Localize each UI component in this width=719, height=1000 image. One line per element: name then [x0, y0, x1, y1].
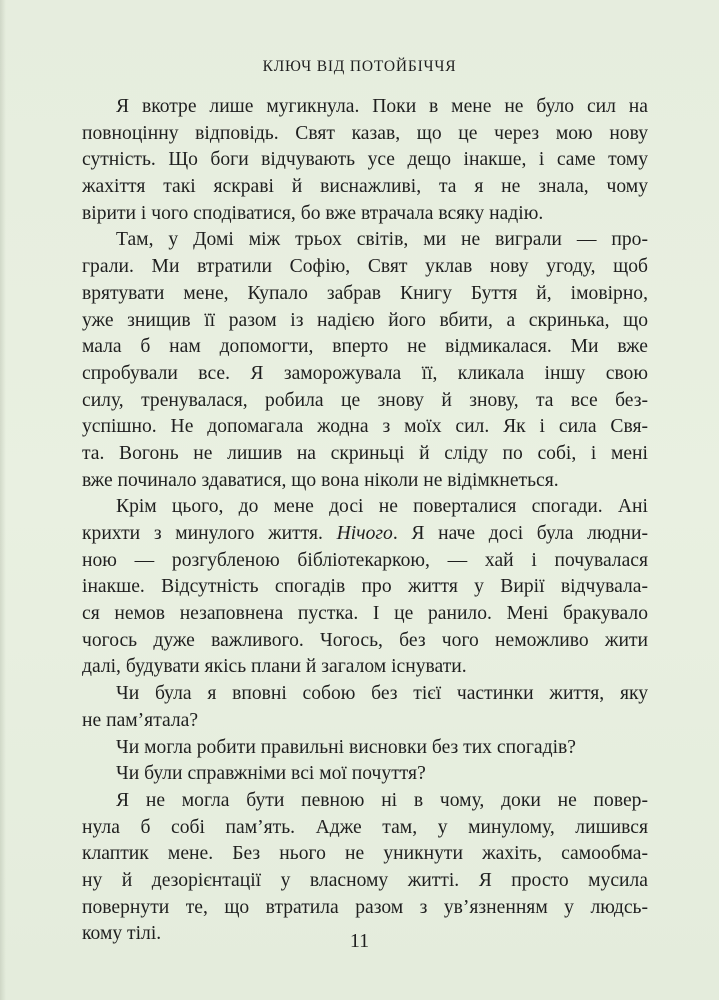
running-header: КЛЮЧ ВІД ПОТОЙБІЧЧЯ — [262, 58, 457, 75]
text-line: чогось дуже важливого. Чогось, без чого неможливо жити — [82, 629, 648, 651]
text-line: повернути те, що втратила разом з ув’язненням у людсь- — [82, 896, 648, 918]
text-line: Я вкотре лише мугикнула. Поки в мене не було сил на — [116, 96, 648, 117]
text-line: клаптик мене. Без нього не уникнути жахіть, самообма- — [82, 843, 648, 865]
text-line: Чи були справжніми всі мої почуття? — [116, 763, 426, 785]
text-line: грали. Ми втратили Софію, Свят уклав нову угоду, щоб — [82, 256, 648, 278]
text-line: уже знищив її разом із надією його вбити, а скринька, що — [82, 309, 648, 331]
italic-word: Нічого — [336, 523, 393, 544]
text-line: Крім цього, до мене досі не поверталися спогади. Ані — [116, 496, 648, 518]
page-number: 11 — [349, 930, 370, 952]
text-line: ною — розгубленою бібліотекаркою, — хай і почувалася — [82, 549, 648, 571]
text-line: Я не могла бути певною ні в чому, доки не повер- — [116, 789, 648, 811]
text-fragment: . Я наче досі була людни- — [392, 523, 648, 544]
text-line: врятувати мене, Купало забрав Книгу Буття й, імовірно, — [82, 282, 648, 304]
text-line: вірити і чого сподіватися, бо вже втрачала всяку надію. — [82, 202, 544, 224]
text-line: Чи могла робити правильні висновки без тих спогадів? — [116, 736, 576, 758]
page-edge-shadow — [0, 0, 6, 1000]
text-line: не пам’ятала? — [82, 709, 199, 731]
text-line: далі, будувати якісь плани й загалом існувати. — [82, 656, 467, 678]
text-line: повноцінну відповідь. Свят казав, що це через мою нову — [82, 122, 648, 144]
text-line: сутність. Що боги відчувають усе дещо інакше, і саме тому — [82, 149, 648, 171]
text-line: кому тілі. — [82, 923, 162, 945]
text-line: Чи була я вповні собою без тієї частинки життя, яку — [116, 683, 648, 705]
text-line: вже починало здаватися, що вона ніколи не відімкнеться. — [82, 469, 559, 491]
text-line: ся немов незаповнена пустка. І це ранило. Мені бракувало — [82, 603, 648, 625]
text-line: Там, у Домі між трьох світів, ми не виграли — про- — [116, 229, 648, 251]
text-line-with-italic — [82, 521, 648, 548]
text-line: нула б собі пам’ять. Адже там, у минулому, лишився — [82, 816, 648, 838]
text-line: жахіття такі яскраві й виснажливі, та я не знала, чому — [82, 176, 648, 198]
text-line: силу, тренувалася, робила це знову й знову, та все без- — [82, 389, 648, 411]
text-line: успішно. Не допомагала жодна з моїх сил. Як і сила Свя- — [82, 416, 648, 438]
text-line: ну й дезорієнтації у власному житті. Я просто мусила — [82, 869, 648, 891]
text-line: та. Вогонь не лишив на скриньці й сліду по собі, і мені — [82, 442, 648, 464]
text-fragment: крихти з минулого життя. — [82, 523, 323, 544]
text-line: спробували все. Я заморожувала її, кликала іншу свою — [82, 362, 648, 384]
text-line: інакше. Відсутність спогадів про життя у Вирії відчувала- — [82, 576, 648, 598]
text-line: мала б нам допомогти, вперто не відмикалася. Ми вже — [82, 336, 648, 358]
body-text — [82, 94, 648, 948]
